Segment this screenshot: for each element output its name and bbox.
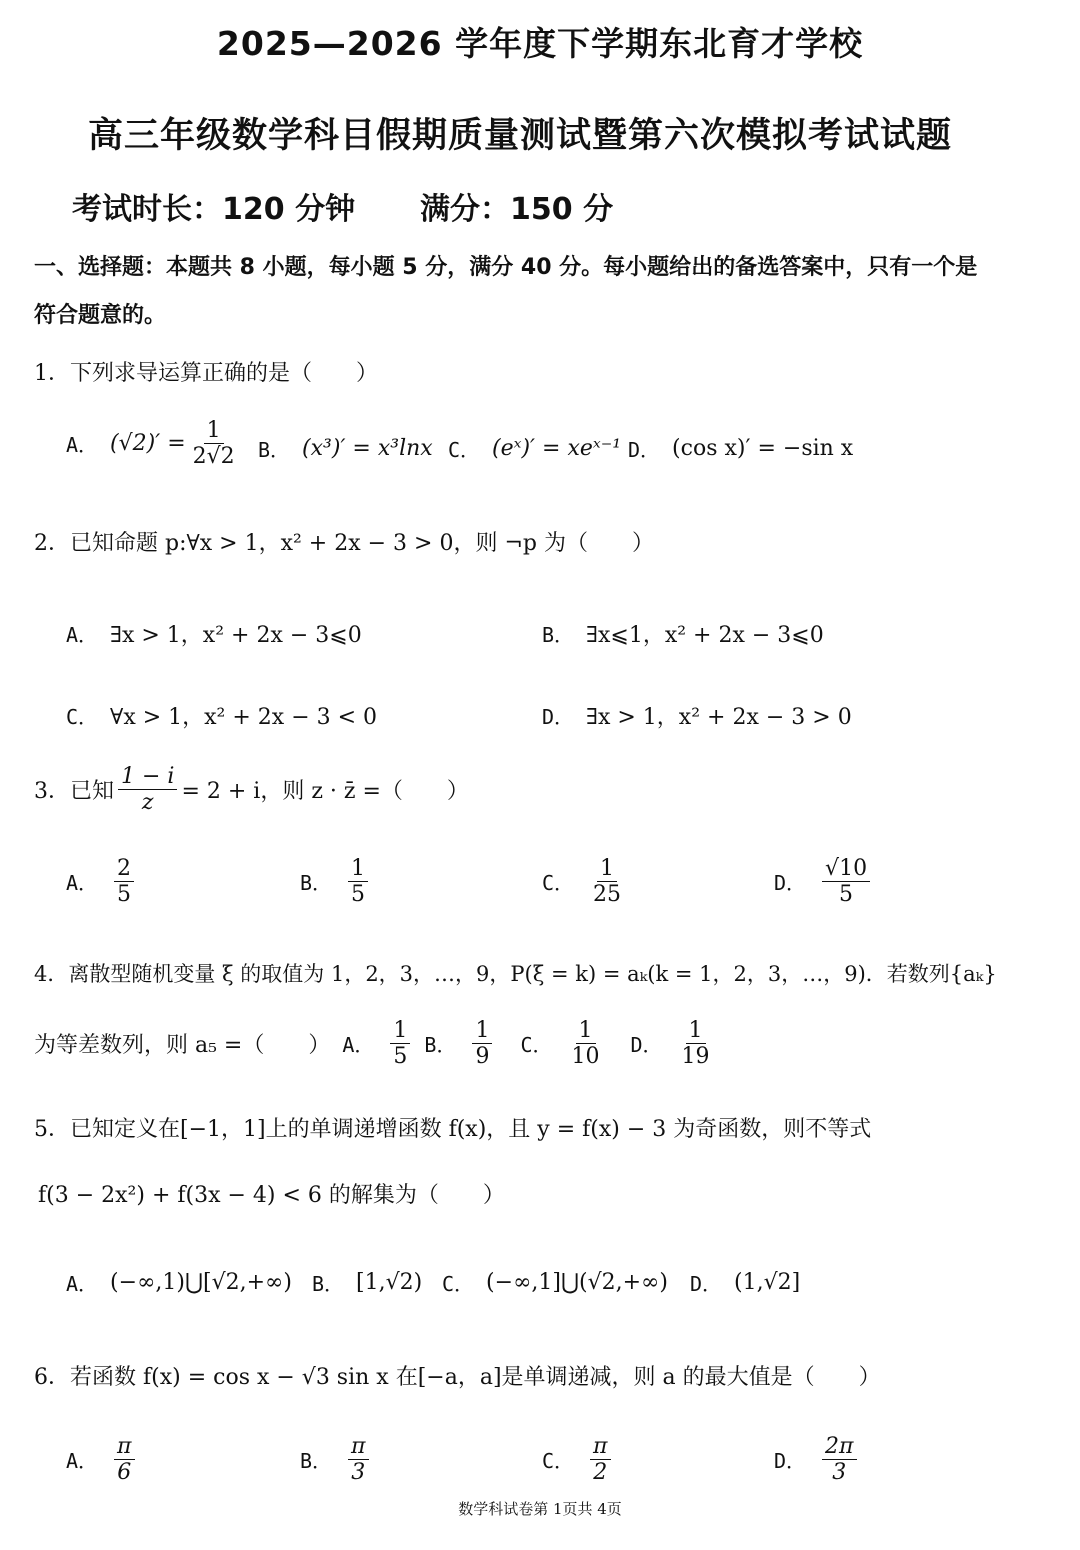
- q3-option-a: [66, 856, 138, 908]
- q6-d-fraction: [822, 1434, 856, 1486]
- q6-a-label: A．: [66, 1449, 99, 1474]
- q4-d-den: 19: [681, 1044, 710, 1070]
- q3-c-fraction: [590, 856, 624, 908]
- q4-d-num: 1: [686, 1018, 706, 1044]
- q6-d-den: 3: [832, 1460, 847, 1486]
- q3-d-num: √10: [822, 856, 870, 882]
- q6-b-den: 3: [351, 1460, 366, 1486]
- q1-b-text: (x³)′ = x³lnx: [302, 436, 433, 461]
- q3-b-den: 5: [351, 882, 366, 908]
- q6-b-label: B．: [300, 1449, 333, 1474]
- q2-option-d: [542, 700, 852, 731]
- q1-a-lhs: (√2)′ =: [110, 431, 186, 457]
- q1-d-text: (cos x)′ = −sin x: [672, 436, 854, 461]
- section-heading-line1: 一、选择题：本题共 8 小题，每小题 5 分，满分 40 分。每小题给出的备选答案中，只有一个是: [34, 255, 978, 280]
- q3-a-num: 2: [114, 856, 134, 882]
- q5-option-b: [312, 1268, 422, 1297]
- q4-a-num: 1: [390, 1018, 410, 1044]
- q3-c-label: C．: [542, 871, 575, 896]
- q6-option-a: [66, 1434, 139, 1486]
- q3-c-num: 1: [597, 856, 617, 882]
- q3-d-den: 5: [839, 882, 854, 908]
- q6-option-b: [300, 1434, 373, 1486]
- q1-option-a: [66, 418, 242, 470]
- q3-frac-den: z: [141, 790, 154, 816]
- q3-d-label: D．: [774, 871, 807, 896]
- q1-option-d: [628, 434, 853, 463]
- q6-b-fraction: [348, 1434, 368, 1486]
- q5-c-text: (−∞,1]⋃(√2,+∞): [486, 1270, 668, 1295]
- page-footer: 数学科试卷第 1页共 4页: [458, 1500, 622, 1518]
- q4-line1: 4．离散型随机变量 ξ 的取值为 1，2，3，…，9，P(ξ = k) = aₖ(k = 1，2，3，…，9)．若数列{aₖ}: [34, 962, 997, 986]
- q4-line2: [34, 1018, 717, 1070]
- q4-a-den: 5: [393, 1044, 408, 1070]
- exam-school-title: 2025—2026 学年度下学期东北育才学校: [216, 24, 864, 63]
- q4-b-num: 1: [472, 1018, 492, 1044]
- q6-c-den: 2: [593, 1460, 608, 1486]
- q2-b-text: ∃x⩽1，x² + 2x − 3⩽0: [586, 623, 824, 648]
- q5-line2: f(3 − 2x²) + f(3x − 4) < 6 的解集为（ ）: [38, 1183, 505, 1208]
- exam-duration: 考试时长：120 分钟: [72, 192, 356, 227]
- q1-a-den: 2√2: [192, 444, 235, 470]
- q1-option-c: [448, 434, 621, 463]
- q4-b-den: 9: [475, 1044, 490, 1070]
- q5-a-label: A．: [66, 1272, 99, 1296]
- q3-a-label: A．: [66, 871, 99, 896]
- q2-d-text: ∃x > 1，x² + 2x − 3 > 0: [586, 705, 852, 730]
- q2-d-label: D．: [542, 705, 575, 729]
- q5-line1: 5．已知定义在[−1，1]上的单调递增函数 f(x)，且 y = f(x) − 3 为奇函数，则不等式: [34, 1117, 872, 1142]
- q3-option-c: [542, 856, 628, 908]
- q1-a-label: A．: [66, 433, 99, 458]
- q6-option-d: [774, 1434, 861, 1486]
- q6-c-num: π: [590, 1434, 610, 1460]
- q2-option-a: [66, 618, 362, 649]
- q4-a-fraction: [390, 1018, 410, 1070]
- q2-c-label: C．: [66, 705, 99, 729]
- q4-c-label: C．: [520, 1033, 553, 1058]
- q3-b-fraction: [348, 856, 368, 908]
- q6-a-den: 6: [117, 1460, 132, 1486]
- q2-stem: 2．已知命题 p:∀x > 1，x² + 2x − 3 > 0，则 ¬p 为（ ）: [34, 531, 654, 556]
- q1-option-b: [258, 434, 433, 463]
- q5-b-label: B．: [312, 1272, 345, 1296]
- q1-stem: 1．下列求导运算正确的是（ ）: [34, 361, 378, 386]
- q6-c-label: C．: [542, 1449, 575, 1474]
- q6-stem: 6．若函数 f(x) = cos x − √3 sin x 在[−a，a]是单调递减，则 a 的最大值是（ ）: [34, 1365, 881, 1390]
- q6-a-num: π: [114, 1434, 134, 1460]
- q4-a-label: A．: [342, 1033, 375, 1058]
- q3-d-fraction: [822, 856, 870, 908]
- q4-d-fraction: [679, 1018, 713, 1070]
- exam-full-score: 满分：150 分: [420, 192, 614, 227]
- q3-stem-fraction: [118, 764, 177, 816]
- q3-stem: [34, 764, 469, 816]
- q1-a-fraction: [190, 418, 238, 470]
- q3-b-label: B．: [300, 871, 333, 896]
- q1-d-label: D．: [628, 438, 661, 462]
- q4-c-num: 1: [576, 1018, 596, 1044]
- q6-b-num: π: [348, 1434, 368, 1460]
- q2-c-text: ∀x > 1，x² + 2x − 3 < 0: [110, 705, 378, 730]
- q2-a-label: A．: [66, 623, 99, 647]
- q2-option-c: [66, 700, 377, 731]
- q4-b-label: B．: [424, 1033, 457, 1058]
- section-heading-line2: 符合题意的。: [34, 303, 167, 328]
- q6-option-c: [542, 1434, 615, 1486]
- q2-a-text: ∃x > 1，x² + 2x − 3⩽0: [110, 623, 362, 648]
- q6-c-fraction: [590, 1434, 610, 1486]
- q3-frac-num: 1 − i: [118, 764, 177, 790]
- exam-title: 高三年级数学科目假期质量测试暨第六次模拟考试试题: [87, 116, 952, 156]
- q1-a-num: 1: [204, 418, 224, 444]
- q4-stem: 为等差数列，则 a₅ =（ ）: [34, 1033, 331, 1059]
- q1-b-label: B．: [258, 438, 291, 462]
- q5-option-d: [690, 1268, 800, 1297]
- q5-d-text: (1,√2]: [734, 1270, 801, 1295]
- q1-c-text: (eˣ)′ = xeˣ⁻¹: [492, 436, 622, 461]
- q3-a-den: 5: [117, 882, 132, 908]
- q3-option-b: [300, 856, 372, 908]
- q5-option-a: [66, 1268, 292, 1297]
- q3-stem-pre: 3．已知: [34, 779, 114, 805]
- q2-option-b: [542, 618, 824, 649]
- q3-stem-post: = 2 + i，则 z · z̄ =（ ）: [181, 779, 469, 805]
- q4-c-fraction: [569, 1018, 603, 1070]
- q3-b-num: 1: [348, 856, 368, 882]
- q3-option-d: [774, 856, 874, 908]
- q3-a-fraction: [114, 856, 134, 908]
- q5-a-text: (−∞,1)⋃[√2,+∞): [110, 1270, 292, 1295]
- q6-a-fraction: [114, 1434, 134, 1486]
- q4-c-den: 10: [571, 1044, 600, 1070]
- q4-b-fraction: [472, 1018, 492, 1070]
- q6-d-label: D．: [774, 1449, 807, 1474]
- q5-c-label: C．: [442, 1272, 475, 1296]
- q5-option-c: [442, 1268, 668, 1297]
- q3-c-den: 25: [593, 882, 622, 908]
- q6-d-num: 2π: [822, 1434, 856, 1460]
- q5-b-text: [1,√2): [356, 1270, 423, 1295]
- q4-d-label: D．: [630, 1033, 663, 1058]
- q1-c-label: C．: [448, 438, 481, 462]
- q2-b-label: B．: [542, 623, 575, 647]
- q5-d-label: D．: [690, 1272, 723, 1296]
